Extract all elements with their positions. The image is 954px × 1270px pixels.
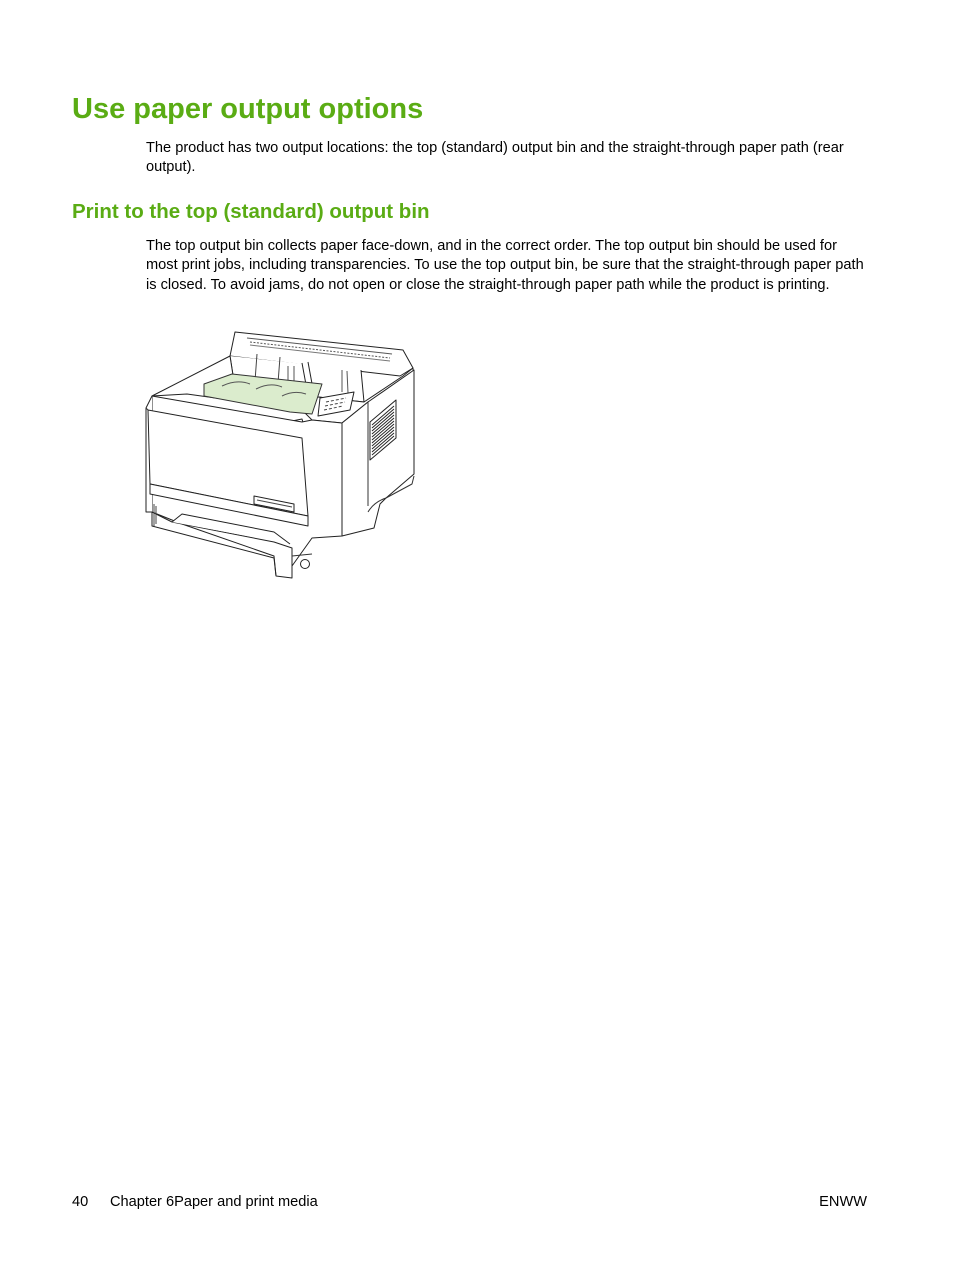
- chapter-title: Paper and print media: [174, 1194, 318, 1210]
- page-footer: [72, 1192, 867, 1212]
- power-button-icon: [301, 560, 310, 569]
- section-heading: Print to the top (standard) output bin: [72, 200, 430, 223]
- page-number: 40: [72, 1194, 89, 1210]
- printer-illustration-icon: [142, 326, 422, 584]
- doc-code: ENWW: [819, 1194, 867, 1210]
- printer-figure: [142, 326, 422, 584]
- intro-paragraph: The product has two output locations: the top (standard) output bin and the straight-through paper path (rear output).: [146, 140, 844, 176]
- page-title: Use paper output options: [72, 93, 424, 125]
- chapter-label: Chapter 6: [110, 1194, 175, 1210]
- section-paragraph: The top output bin collects paper face-down, and in the correct order. The top output bin should be used for most print jobs, including transparencies. To use the top output bin, be sure that the straight-through paper path is closed. To avoid jams, do not open or close the straight-through paper path while the product is printing.: [146, 238, 864, 293]
- footer-left: [72, 1192, 318, 1212]
